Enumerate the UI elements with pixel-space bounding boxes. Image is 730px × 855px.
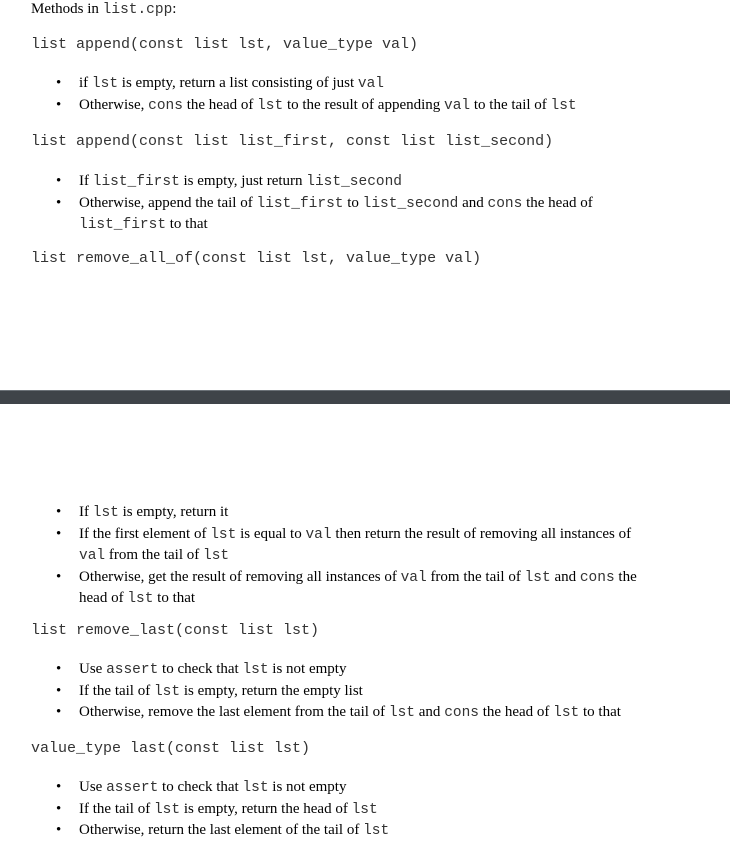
bullets-append-lists bbox=[0, 171, 730, 236]
heading-text: Methods in bbox=[31, 1, 103, 17]
bullet-icon: • bbox=[56, 822, 62, 838]
list-item bbox=[0, 659, 730, 681]
signature-last: value_type last(const list lst) bbox=[31, 740, 311, 757]
inline-code: lst bbox=[388, 705, 416, 721]
inline-code: val bbox=[357, 76, 384, 92]
inline-code: lst bbox=[351, 801, 378, 818]
inline-code: cons bbox=[148, 97, 183, 114]
bullet-icon: • bbox=[56, 661, 62, 677]
item-text: to check that bbox=[158, 661, 243, 677]
item-text: Use bbox=[79, 779, 107, 795]
inline-code: list_second bbox=[362, 195, 459, 212]
inline-code: lst bbox=[553, 705, 580, 721]
item-text: the head of bbox=[479, 704, 554, 720]
item-text: the head of bbox=[79, 568, 637, 606]
item-text: If bbox=[79, 504, 93, 520]
inline-code: list_first bbox=[256, 195, 344, 212]
bullet-icon: • bbox=[56, 194, 62, 211]
inline-code: cons bbox=[444, 705, 479, 721]
bullets-remove-last bbox=[0, 659, 730, 724]
inline-code: lst bbox=[92, 505, 119, 521]
item-text: to that bbox=[153, 590, 196, 606]
bullets-remove-all-of bbox=[0, 502, 730, 610]
page-heading bbox=[31, 0, 176, 19]
page-divider bbox=[0, 390, 730, 404]
bullet-icon: • bbox=[56, 75, 62, 91]
list-item bbox=[0, 502, 730, 524]
inline-code: lst bbox=[153, 683, 181, 700]
inline-code: val bbox=[444, 97, 471, 114]
item-text: then return the result of removing all instances of bbox=[331, 525, 632, 542]
list-item bbox=[0, 820, 730, 842]
item-text: is empty, return the empty list bbox=[180, 682, 363, 699]
bullet-icon: • bbox=[56, 568, 62, 585]
item-text: If the tail of bbox=[79, 800, 154, 817]
bullet-icon: • bbox=[56, 504, 62, 520]
heading-suffix: : bbox=[172, 1, 177, 17]
list-item bbox=[0, 95, 730, 117]
bullet-icon: • bbox=[56, 779, 62, 795]
bullet-icon: • bbox=[56, 173, 62, 189]
inline-code: lst bbox=[153, 801, 181, 818]
inline-code: lst bbox=[550, 97, 577, 114]
inline-code: list_first bbox=[79, 217, 167, 233]
bullet-icon: • bbox=[56, 525, 62, 542]
item-text: is not empty bbox=[268, 661, 347, 677]
inline-code: list_second bbox=[306, 174, 402, 190]
inline-code: val bbox=[79, 548, 106, 564]
item-text: if bbox=[79, 75, 92, 91]
inline-code: list_first bbox=[92, 174, 180, 190]
item-text: to that bbox=[166, 216, 208, 232]
item-text: and bbox=[550, 568, 580, 585]
item-text: to check that bbox=[158, 779, 243, 795]
bullet-icon: • bbox=[56, 800, 62, 817]
inline-code: lst bbox=[127, 591, 154, 607]
list-item bbox=[0, 681, 730, 703]
item-text: Otherwise, append the tail of bbox=[79, 194, 257, 211]
signature-append-val: list append(const list lst, value_type val) bbox=[31, 36, 419, 53]
item-text: If the tail of bbox=[79, 682, 154, 699]
item-text: to that bbox=[579, 704, 621, 720]
item-text: the head of bbox=[182, 96, 258, 113]
item-text: the head of bbox=[522, 194, 593, 211]
heading-filename: list.cpp bbox=[102, 2, 173, 18]
inline-code: lst bbox=[203, 548, 230, 564]
item-text: is empty, return a list consisting of just bbox=[118, 75, 358, 91]
item-text: to bbox=[343, 194, 363, 211]
bullets-last bbox=[0, 777, 730, 842]
item-text: from the tail of bbox=[426, 568, 525, 585]
inline-code: lst bbox=[363, 823, 390, 839]
item-text: is empty, return it bbox=[118, 504, 229, 520]
list-item bbox=[0, 777, 730, 799]
item-text: is not empty bbox=[268, 779, 347, 795]
list-item bbox=[0, 73, 730, 95]
bullets-append-val bbox=[0, 73, 730, 116]
inline-code: lst bbox=[257, 97, 284, 114]
list-item bbox=[0, 171, 730, 193]
item-text: is empty, return the head of bbox=[180, 800, 352, 817]
signature-remove-all-of: list remove_all_of(const list lst, value_type val) bbox=[31, 250, 482, 267]
inline-code: assert bbox=[106, 662, 159, 678]
item-text: Otherwise, get the result of removing all instances of bbox=[79, 568, 401, 585]
inline-code: val bbox=[400, 569, 427, 586]
item-text: is equal to bbox=[236, 525, 306, 542]
inline-code: lst bbox=[242, 662, 269, 678]
bullet-icon: • bbox=[56, 682, 62, 699]
item-text: is empty, just return bbox=[179, 173, 307, 189]
item-text: Use bbox=[79, 661, 107, 677]
inline-code: cons bbox=[487, 195, 523, 212]
signature-remove-last: list remove_last(const list lst) bbox=[31, 622, 320, 639]
inline-code: lst bbox=[91, 76, 119, 92]
item-text: and bbox=[415, 704, 445, 720]
list-item bbox=[0, 193, 730, 236]
item-text: If the first element of bbox=[79, 525, 211, 542]
inline-code: assert bbox=[106, 780, 159, 796]
list-item bbox=[0, 524, 730, 567]
item-text: to the result of appending bbox=[283, 96, 445, 113]
inline-code: lst bbox=[242, 780, 269, 796]
signature-append-lists: list append(const list list_first, const list list_second) bbox=[31, 133, 554, 150]
item-text: Otherwise, bbox=[79, 96, 149, 113]
item-text: from the tail of bbox=[105, 547, 203, 563]
item-text: to the tail of bbox=[470, 96, 551, 113]
list-item bbox=[0, 702, 730, 724]
item-text: Otherwise, remove the last element from the tail of bbox=[79, 704, 389, 720]
list-item bbox=[0, 799, 730, 821]
bullet-icon: • bbox=[56, 96, 62, 113]
bullet-icon: • bbox=[56, 704, 62, 720]
item-text: Otherwise, return the last element of the tail of bbox=[79, 822, 364, 838]
inline-code: cons bbox=[579, 569, 615, 586]
item-text: and bbox=[458, 194, 488, 211]
list-item bbox=[0, 567, 730, 610]
item-text: If bbox=[79, 173, 93, 189]
inline-code: lst bbox=[210, 526, 237, 543]
inline-code: val bbox=[305, 526, 332, 543]
inline-code: lst bbox=[524, 569, 551, 586]
